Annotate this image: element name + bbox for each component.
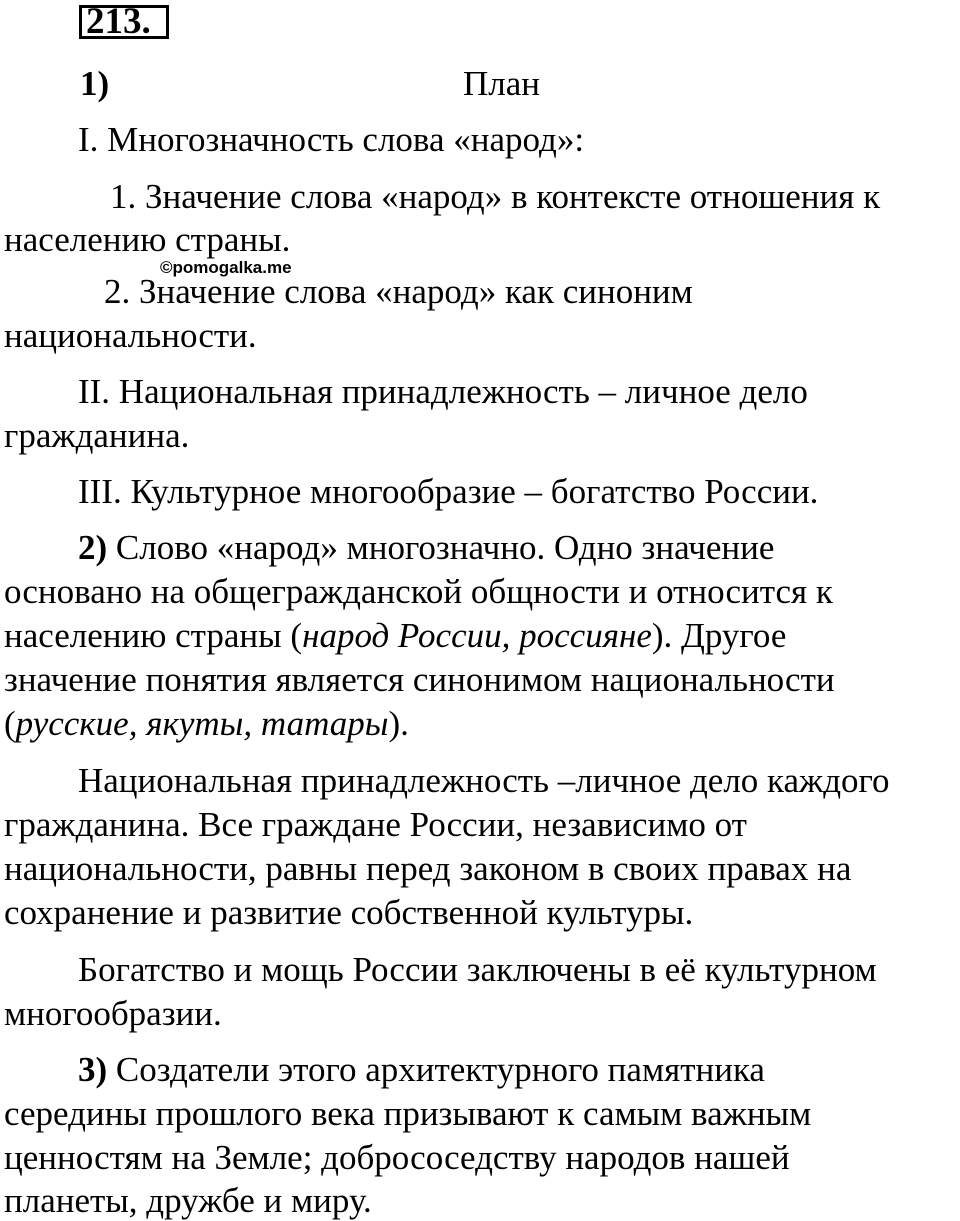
exercise-number: 213. (86, 1, 151, 42)
part3-line-4: планеты, дружбе и миру. (4, 1181, 372, 1220)
part2-line-5-italic: русские, якуты, татары (15, 704, 389, 743)
part2-marker: 2) (78, 528, 108, 567)
part3-line-1-text: Создатели этого архитектурного памятника (107, 1050, 765, 1089)
part2-para2-line-2: гражданина. Все граждане России, независимо от (4, 805, 747, 844)
part2-line-1 (78, 528, 774, 568)
part2-para2-line-3: национальности, равны перед законом в своих правах на (4, 849, 852, 888)
watermark: ©pomogalka.me (160, 258, 292, 277)
plan-subitem-2: 2. Значение слова «народ» как синоним (104, 272, 693, 311)
part3-line-3: ценностям на Земле; добрососедству народов нашей (4, 1138, 790, 1177)
plan-item-2-cont: гражданина. (4, 416, 190, 455)
part3-line-2: середины прошлого века призывают к самым важным (4, 1094, 812, 1133)
part2-para3-line-2: многообразии. (4, 994, 222, 1033)
plan-heading: План (463, 64, 541, 103)
part1-marker: 1) (80, 64, 110, 103)
plan-subitem-1-cont: населению страны. (4, 220, 291, 259)
part2-line-2: основано на общегражданской общности и относится к (4, 572, 833, 611)
part2-line-1-text: Слово «народ» многозначно. Одно значение (107, 528, 775, 567)
part3-line-1 (78, 1050, 765, 1090)
part2-para3-line-1: Богатство и мощь России заключены в её культурном (78, 950, 877, 989)
plan-item-2: II. Национальная принадлежность – личное дело (78, 372, 808, 411)
part2-para2-line-4: сохранение и развитие собственной культуры. (4, 893, 694, 932)
part2-line-3 (4, 616, 786, 656)
part2-line-3-a: населению страны ( (4, 616, 303, 655)
part2-line-5-a: ( (4, 704, 16, 743)
part2-para2-line-1: Национальная принадлежность –личное дело каждого (78, 761, 890, 800)
part2-line-5 (4, 704, 409, 744)
part2-line-3-italic: народ России, россияне (302, 616, 652, 655)
part3-marker: 3) (78, 1050, 108, 1089)
part2-line-4: значение понятия является синонимом национальности (4, 660, 835, 699)
plan-item-1: I. Многозначность слова «народ»: (78, 120, 585, 159)
plan-subitem-2-cont: национальности. (4, 316, 257, 355)
plan-subitem-1: 1. Значение слова «народ» в контексте отношения к (110, 177, 881, 216)
part2-line-3-b: ). Другое (651, 616, 787, 655)
plan-item-3: III. Культурное многообразие – богатство России. (78, 472, 819, 511)
part2-line-5-b: ). (388, 704, 409, 743)
